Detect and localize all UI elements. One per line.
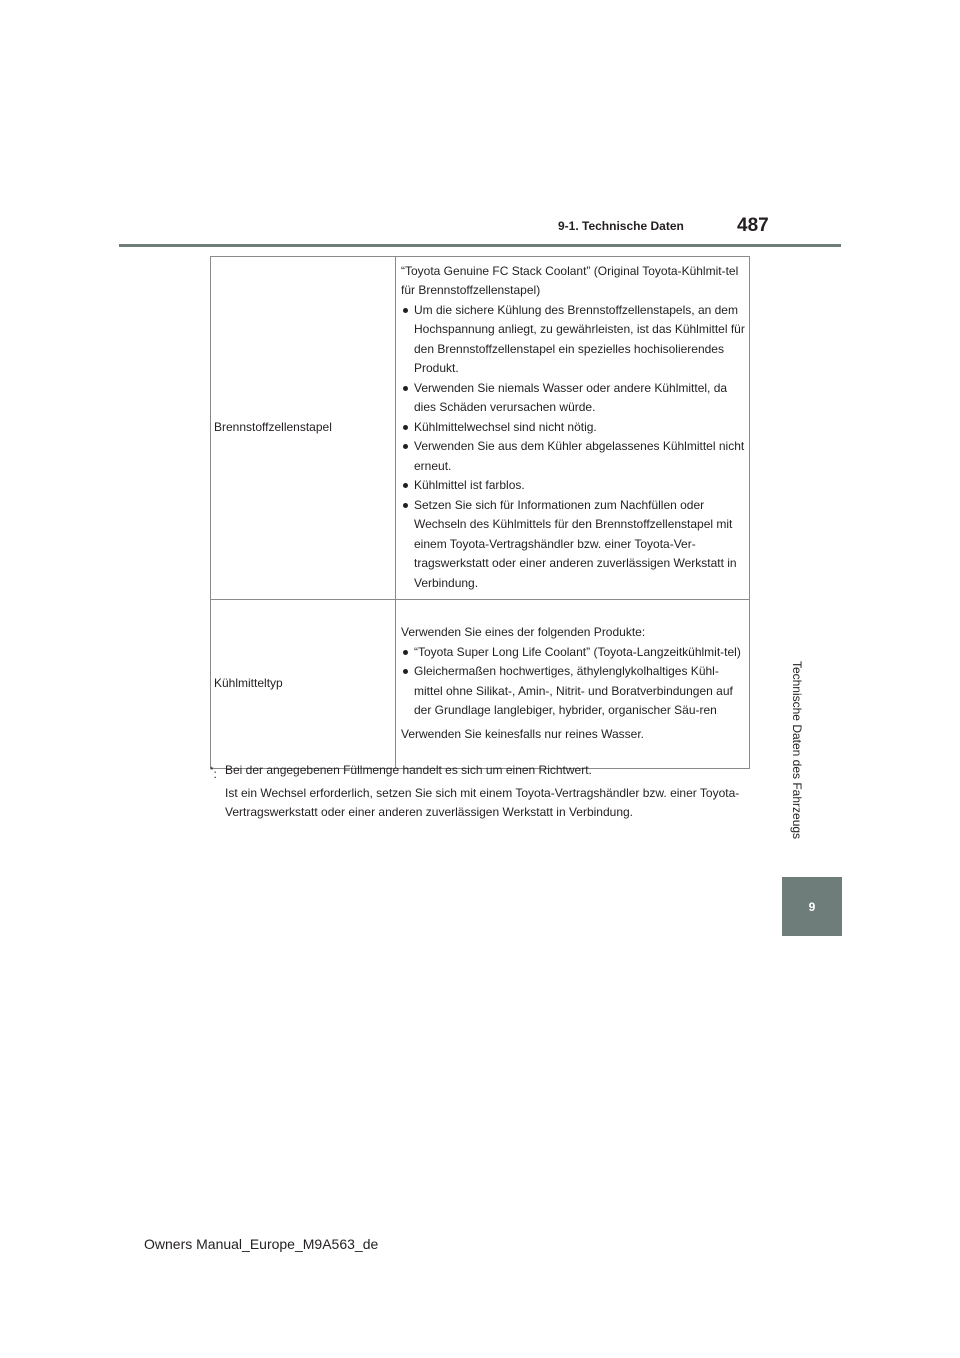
page-number: 487 bbox=[737, 215, 769, 236]
footer-document-id: Owners Manual_Europe_M9A563_de bbox=[144, 1236, 379, 1252]
section-title: 9-1. Technische Daten bbox=[558, 219, 684, 233]
row-label: Brennstoffzellenstapel bbox=[211, 257, 396, 600]
chapter-tab bbox=[782, 877, 842, 936]
footnote-line bbox=[210, 784, 750, 822]
list-item: Um die sichere Kühlung des Brennstoffzellenstapels, an dem Hochspannung anliegt, zu gewährleisten, ist das Kühlmittel für den Brennstoffzellenstapel ein spezielles hochisolierendes Produkt. bbox=[401, 301, 745, 379]
list-item: Kühlmittelwechsel sind nicht nötig. bbox=[401, 418, 745, 438]
row-content bbox=[396, 257, 750, 600]
list-item: Verwenden Sie niemals Wasser oder andere Kühlmittel, da dies Schäden verursachen würde. bbox=[401, 379, 745, 418]
footnote-line bbox=[210, 761, 750, 784]
footnote-marker: *: bbox=[210, 765, 217, 781]
coolant-spec-table bbox=[210, 256, 750, 769]
chapter-side-label-text: Technische Daten des Fahrzeugs bbox=[790, 660, 805, 840]
row-intro: “Toyota Genuine FC Stack Coolant” (Original Toyota-Kühlmit-tel für Brennstoffzellenstapel) bbox=[401, 263, 739, 298]
list-item: Kühlmittel ist farblos. bbox=[401, 476, 745, 496]
table-row bbox=[211, 257, 750, 600]
row-label: Kühlmitteltyp bbox=[211, 600, 396, 769]
header-divider bbox=[119, 244, 841, 247]
row-closing-note: Verwenden Sie keinesfalls nur reines Wasser. bbox=[401, 726, 645, 741]
row-content bbox=[396, 600, 750, 769]
footnote-text: Bei der angegebenen Füllmenge handelt es sich um einen Richtwert. bbox=[225, 763, 592, 777]
footnote-text: Ist ein Wechsel erforderlich, setzen Sie sich mit einem Toyota-Vertragshändler bzw. einer Toyota-Vertragswerkstatt oder einer anderen zuverlässigen Werkstatt in Verbindung. bbox=[225, 786, 740, 819]
list-item: Gleichermaßen hochwertiges, äthylenglykolhaltiges Kühl-mittel ohne Silikat-, Amin-, Nitrit- und Boratverbindungen auf der Grundlage langlebiger, hybrider, organischer Säu-ren bbox=[401, 662, 745, 721]
table-row bbox=[211, 600, 750, 769]
chapter-number: 9 bbox=[808, 899, 816, 914]
bullet-list bbox=[401, 643, 745, 721]
list-item: “Toyota Super Long Life Coolant” (Toyota-Langzeitkühlmit-tel) bbox=[401, 643, 745, 663]
row-intro: Verwenden Sie eines der folgenden Produkte: bbox=[401, 625, 646, 639]
footnote bbox=[210, 761, 750, 822]
list-item: Verwenden Sie aus dem Kühler abgelassenes Kühlmittel nicht erneut. bbox=[401, 437, 745, 476]
chapter-side-label bbox=[785, 630, 809, 870]
bullet-list bbox=[401, 301, 745, 594]
list-item: Setzen Sie sich für Informationen zum Nachfüllen oder Wechseln des Kühlmittels für den Brennstoffzellenstapel mit einem Toyota-Vertragshändler bzw. einer Toyota-Ver-tragswerkstatt oder einer anderen zuverlässigen Werkstatt in Verbindung. bbox=[401, 496, 745, 594]
